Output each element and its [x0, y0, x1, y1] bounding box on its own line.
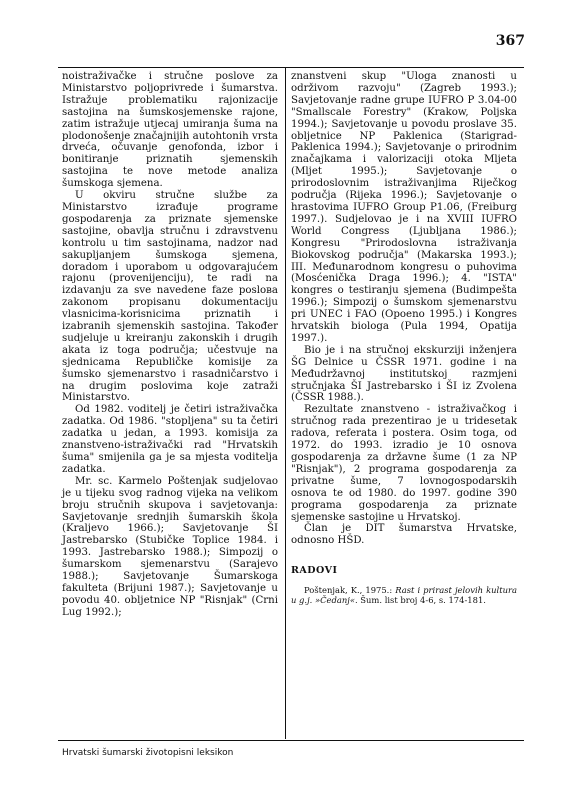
- body-paragraph: Mr. sc. Karmelo Poštenjak sudjelovao je u tijeku svog radnog vijeka na velikom broju stručnih skupova i savjetovanja: Savjetovanje srednjih šumarskih škola (Kraljevo 1966.); Savjetovanje ŠI Jastrebarsko (Stubičke Toplice 1984. i 1993. Jastrebarsko 1988.); Simpozij o šumarskom sjemenarstvu (Sarajevo 1988.); Savjetovanje Šumarskoga fakulteta (Brijuni 1987.); Savjetovanje u povodu 40. obljetnice NP "Risnjak" (Crni Lug 1992.);: [62, 475, 278, 618]
- page-number: 367: [495, 33, 525, 49]
- footer-text: Hrvatski šumarski životopisni leksikon: [62, 748, 234, 758]
- left-column: [62, 71, 278, 619]
- reference-title: Rast i prirast jelovih kultura u g.j. »Čedanj«.: [291, 585, 517, 606]
- reference-entry: [291, 585, 517, 605]
- body-paragraph: znanstveni skup "Uloga znanosti u održivom razvoju" (Zagreb 1993.); Savjetovanje radne grupe IUFRO P 3.04-00 "Smallscale Forestry" (Krakow, Poljska 1994.); Savjetovanje u povodu proslave 35. obljetnice NP Paklenica (Starigrad-Paklenica 1994.); Savjetovanje o prirodnim značajkama i valorizaciji otoka Mljeta (Mljet 1995.); Savjetovanje o prirodoslovnim istraživanjima Riječkog područja (Rijeka 1996.); Savjetovanje o hrastovima IUFRO Group P1.06, (Freiburg 1997.). Sudjelovao je i na XVIII IUFRO World Congress (Ljubljana 1986.); Kongresu "Prirodoslovna istraživanja Biokovskog područja" (Makarska 1993.); III. Međunarodnom kongresu o puhovima (Mosćenička Draga 1996.); 4. "ISTA" kongres o testiranju sjemena (Budimpešta 1996.); Simpozij o šumskom sjemenarstvu pri UNEC i FAO (Opoeno 1995.) i Kongres hrvatskih biologa (Pula 1994, Opatija 1997.).: [291, 71, 517, 344]
- body-paragraph: Od 1982. voditelj je četiri istraživačka zadatka. Od 1986. "stopljena" su ta četiri zadatka u jedan, a 1993. komisija za znanstveno-istraživački rad "Hrvatskih šuma" smijenila ga je sa mjesta voditelja zadatka.: [62, 404, 278, 475]
- body-paragraph: Član je DIT šumarstva Hrvatske, odnosno HŠD.: [291, 523, 517, 547]
- header-rule: [58, 67, 524, 68]
- body-paragraph: Bio je i na stručnoj ekskurziji inženjera ŠG Delnice u ČSSR 1971. godine i na Međudržavnoj institutskoj razmjeni stručnjaka ŠI Jastrebarsko i ŠI iz Zvolena (ČSSR 1988.).: [291, 344, 517, 404]
- reference-source: Šum. list broj 4-6, s. 174-181.: [360, 595, 486, 606]
- reference-authors: Poštenjak, K., 1975.:: [304, 585, 393, 596]
- right-column: [291, 71, 517, 605]
- body-paragraph: Rezultate znanstveno - istraživačkog i stručnog rada prezentirao je u tridesetak radova, referata i postera. Osim toga, od 1972. do 1993. izradio je 10 osnova gospodarenja za državne šume (1 za NP "Risnjak"), 2 programa gospodarenja za privatne šume, 7 lovnogospodarskih osnova te od 1980. do 1997. godine 390 programa gospodarenja za priznate sjemenske sastojine u Hrvatskoj.: [291, 404, 517, 523]
- footer-rule: [58, 740, 524, 741]
- body-paragraph: U okviru stručne službe za Ministarstvo izrađuje programe gospodarenja za priznate sjemenske sastojine, obavlja stručnu i zdravstvenu kontrolu u tim sastojinama, nadzor nad sakupljanjem šumskoga sjemena, doradom i uporabom u odgovarajućem rajonu (provenijenciju), te radi na izdavanju za sve navedene faze posloва zakonom propisanu dokumentaciju vlasnicima-korisnicima priznatih i izabranih sjemenskih sastojina. Također sudjeluje u kreiranju zakonskih i drugih akata iz toga područja; učestvuje na sjednicama Republičke komisije za šumsko sjemenarstvo i rasadničarstvo i na drugim poslovima koje zatraži Ministarstvo.: [62, 190, 278, 404]
- body-paragraph: noistraživačke i stručne poslove za Ministarstvo poljoprivrede i šumarstva. Istražuje problematiku rajonizacije sastojina na šumskosjemenske rajone, zatim istražuje utjecaj umiranja šuma na plodonošenje značajnijih autohtonih vrsta drveća, očuvanje genofonda, izbor i bonitiranje priznatih sjemenskih sastojina te nove metode analiza šumskoga sjemena.: [62, 71, 278, 190]
- column-divider: [285, 67, 286, 739]
- references-heading: RADOVI: [291, 565, 338, 577]
